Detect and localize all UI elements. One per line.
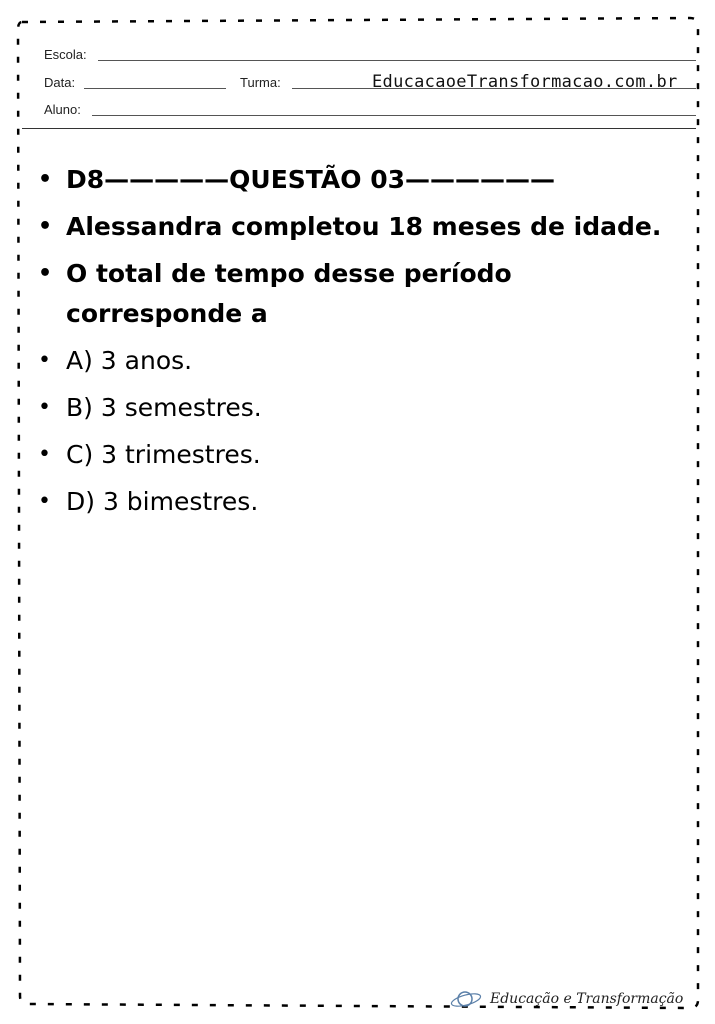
- footer-logo-text: Educação e Transformação: [490, 991, 684, 1007]
- item-text: Alessandra completou 18 meses de idade.: [66, 212, 662, 241]
- escola-label: Escola:: [44, 47, 87, 62]
- aluno-field[interactable]: [92, 115, 696, 116]
- answer-option[interactable]: [36, 388, 676, 428]
- website-url: EducacaoeTransformacao.com.br: [372, 72, 678, 92]
- bullet-icon: •: [38, 489, 51, 514]
- item-text: A) 3 anos.: [66, 346, 193, 375]
- globe-orbit-icon: [450, 988, 484, 1010]
- bullet-icon: •: [38, 348, 51, 373]
- turma-label: Turma:: [240, 75, 281, 90]
- item-text: D8—————QUESTÃO 03——————: [66, 165, 555, 194]
- item-text: O total de tempo desse período corresponde a: [66, 259, 512, 328]
- header-divider: [22, 128, 696, 129]
- question-header: [36, 160, 676, 200]
- question-statement: [36, 254, 676, 334]
- data-field[interactable]: [84, 88, 226, 89]
- question-statement: [36, 207, 676, 247]
- question-list: [36, 160, 676, 529]
- bullet-icon: •: [38, 442, 51, 467]
- item-text: D) 3 bimestres.: [66, 487, 259, 516]
- footer-logo: [450, 988, 683, 1010]
- aluno-label: Aluno:: [44, 102, 81, 117]
- item-text: B) 3 semestres.: [66, 393, 262, 422]
- bullet-icon: •: [38, 395, 51, 420]
- data-label: Data:: [44, 75, 76, 90]
- escola-field[interactable]: [98, 60, 696, 61]
- answer-option[interactable]: [36, 341, 676, 381]
- bullet-icon: •: [38, 167, 53, 192]
- answer-option[interactable]: [36, 482, 676, 522]
- item-text: C) 3 trimestres.: [66, 440, 261, 469]
- bullet-icon: •: [38, 214, 53, 239]
- answer-option[interactable]: [36, 435, 676, 475]
- bullet-icon: •: [38, 261, 53, 286]
